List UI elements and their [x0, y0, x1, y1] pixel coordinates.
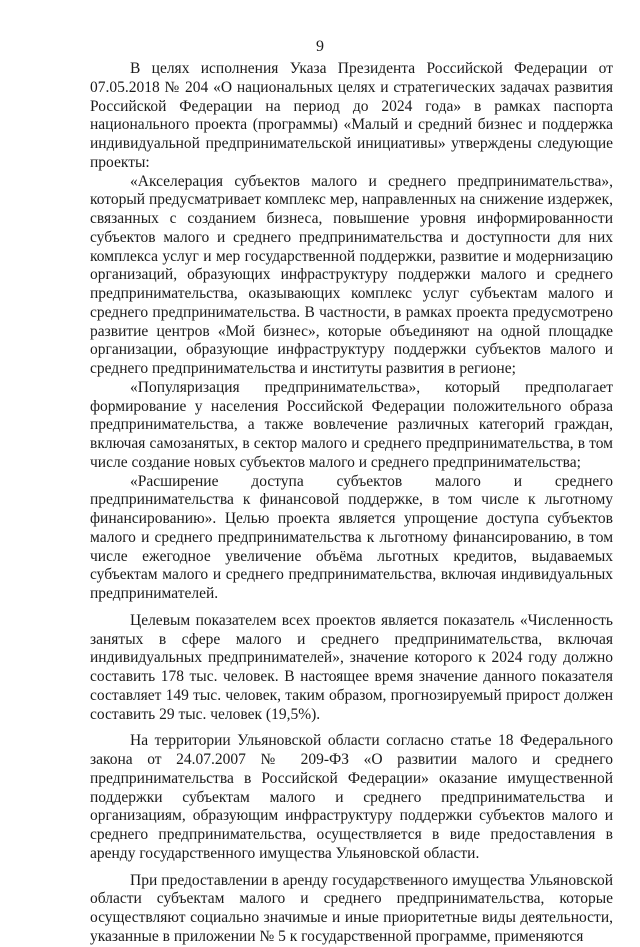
document-body	[90, 60, 613, 947]
paragraph-target-indicator: Целевым показателем всех проектов является показатель «Численность занятых в сфере малого и среднего предпринимательства, включая индивидуальных предпринимателей», значение которого к 2024 году должно составить 178 тыс. человек. В настоящее время значение данного показателя составляет 149 тыс. человек, таким образом, прогнозируемый прирост должен составить 29 тыс. человек (19,5%).	[90, 611, 613, 723]
paragraph-decree-intro: В целях исполнения Указа Президента Российской Федерации от 07.05.2018 № 204 «О национальных целях и стратегических задачах развития Российской Федерации на период до 2024 года» в рамках паспорта национального проекта (программы) «Малый и средний бизнес и поддержка индивидуальной предпринимательской инициативы» утверждены следующие проекты:	[90, 60, 613, 171]
paragraph-acceleration-project: «Акселерация субъектов малого и среднего предпринимательства», который предусматривает комплекс мер, направленных на снижение издержек, связанных с созданием бизнеса, повышение уровня информированности субъектов малого и среднего предпринимательства и доступности для них комплекса услуг и мер государственной поддержки, развитие и модернизацию организаций, образующих инфраструктуру поддержки малого и среднего предпринимательства, оказывающих комплекс услуг субъектам малого и среднего предпринимательства. В частности, в рамках проекта предусмотрено развитие центров «Мой бизнес», которые объединяют на одной площадке организации, образующие инфраструктуру поддержки субъектов малого и среднего предпринимательства и институты развития в регионе;	[90, 172, 613, 377]
paragraph-property-support: На территории Ульяновской области согласно статье 18 Федерального закона от 24.07.2007 № 209-ФЗ «О развитии малого и среднего предпринимательства в Российской Федерации» оказание имущественной поддержки субъектам малого и среднего предпринимательства и организациям, образующим инфраструктуру поддержки субъектов малого и среднего предпринимательства, осуществляется в виде предоставления в аренду государственного имущества Ульяновской области.	[90, 732, 613, 862]
paragraph-lease-terms: При предоставлении в аренду государственного имущества Ульяновской области субъектам малого и среднего предпринимательства, которые осуществляют социально значимые и иные приоритетные виды деятельности, указанные в приложении № 5 к государственной программе, применяются	[90, 871, 613, 945]
page-number: 9	[316, 38, 324, 55]
scan-mark	[370, 872, 430, 890]
paragraph-finance-access-project: «Расширение доступа субъектов малого и среднего предпринимательства к финансовой поддержке, в том числе к льготному финансированию». Целью проекта является упрощение доступа субъектов малого и среднего предпринимательства к льготному финансированию, в том числе ежегодное увеличение объёма льготных кредитов, выдаваемых субъектам малого и среднего предпринимательства, включая индивидуальных предпринимателей.	[90, 472, 613, 602]
paragraph-popularization-project: «Популяризация предпринимательства», который предполагает формирование у населения Российской Федерации положительного образа предпринимательства, а также вовлечение различных категорий граждан, включая самозанятых, в сектор малого и среднего предпринимательства, в том числе создание новых субъектов малого и среднего предпринимательства;	[90, 378, 613, 471]
